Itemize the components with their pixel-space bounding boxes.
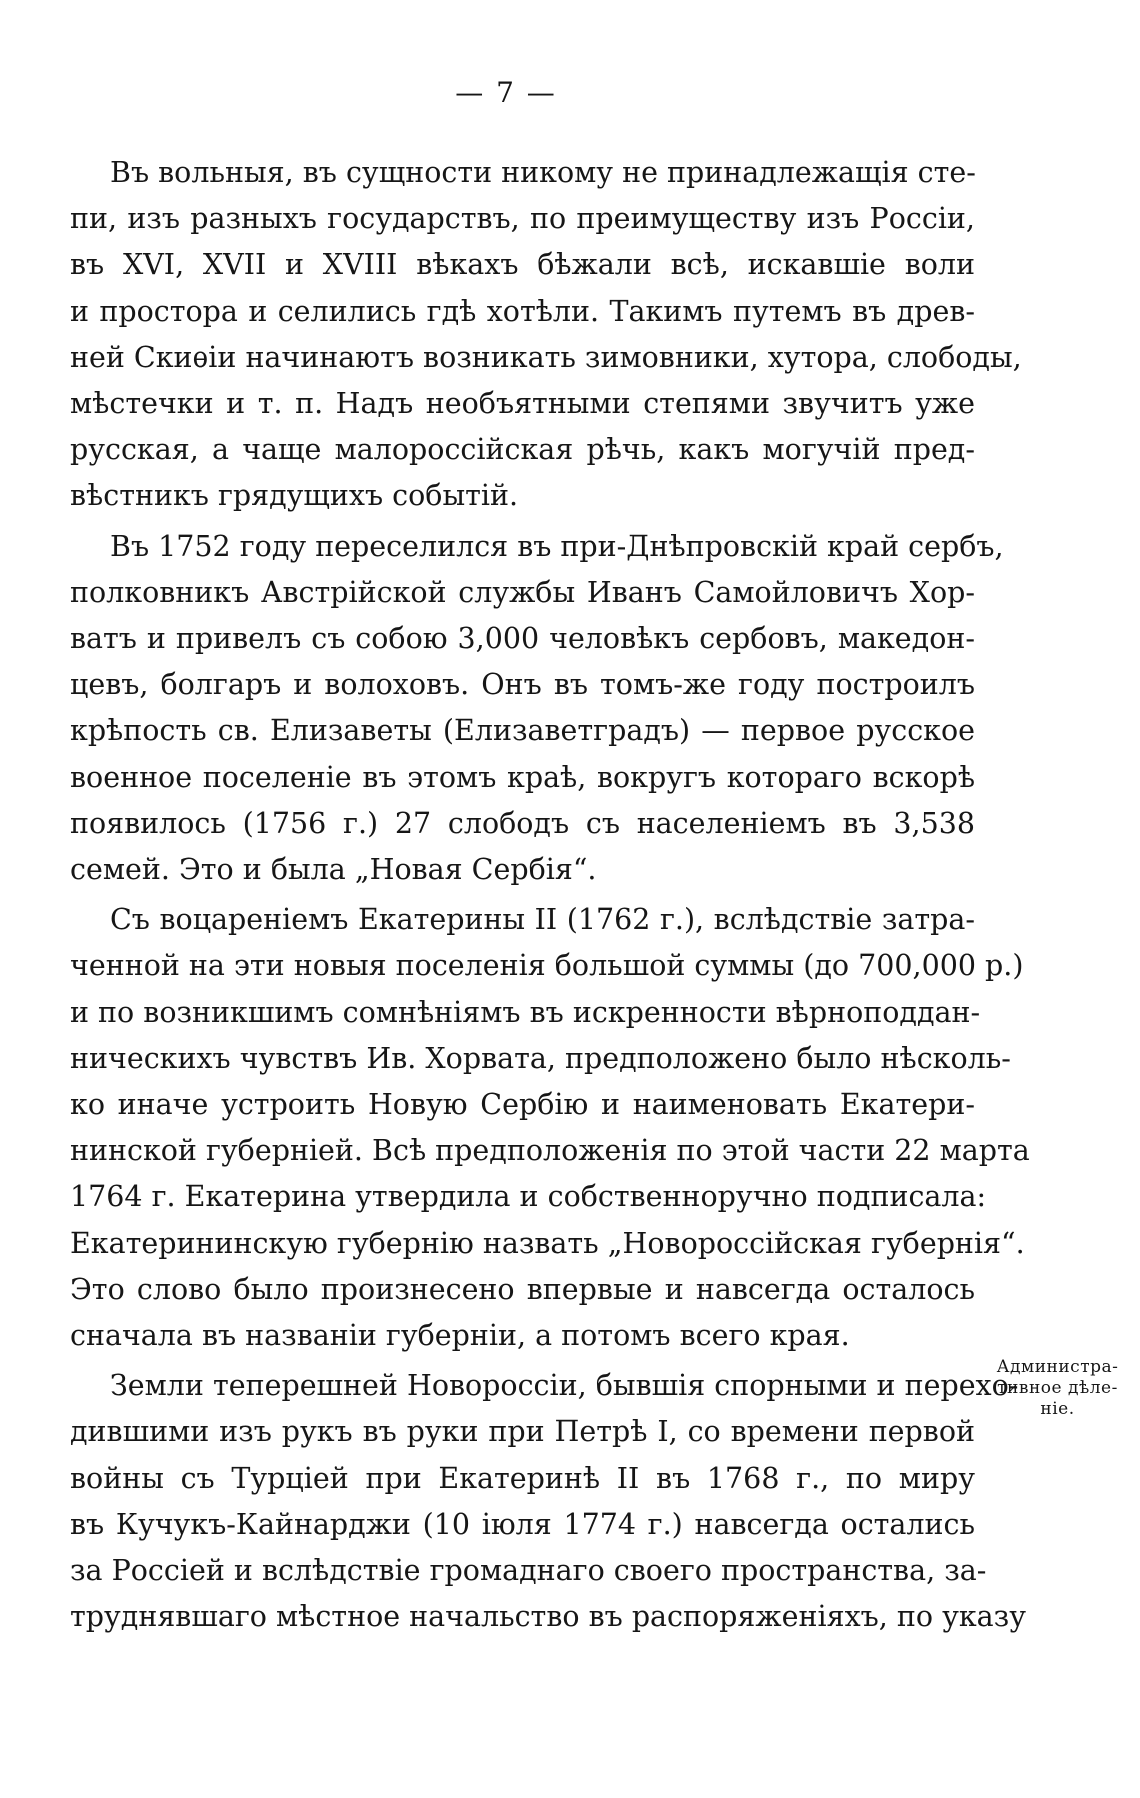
text-line: семей. Это и была „Новая Сербія“. — [70, 853, 597, 887]
text-line: русская, а чаще малороссійская рѣчь, какъ могучій пред- — [70, 433, 975, 467]
text-line: въ Кучукъ-Кайнарджи (10 іюля 1774 г.) навсегда остались — [70, 1507, 975, 1541]
page-number: — 7 — — [455, 76, 557, 109]
text-line: нинской губерніей. Всѣ предположенія по этой части 22 марта — [70, 1134, 1030, 1168]
text-line: ническихъ чувствъ Ив. Хорвата, предположено было нѣсколь- — [70, 1041, 1011, 1075]
text-line: дившими изъ рукъ въ руки при Петрѣ I, со времени первой — [70, 1415, 975, 1449]
text-line: за Россіей и вслѣдствіе громаднаго своего пространства, за- — [70, 1554, 987, 1588]
text-line: Въ 1752 году переселился въ при-Днѣпровскій край сербъ, — [110, 529, 1004, 563]
text-line: ченной на эти новыя поселенія большой суммы (до 700,000 р.) — [70, 949, 1024, 983]
text-line: 1764 г. Екатерина утвердила и собственноручно подписала: — [70, 1180, 987, 1214]
text-line: мѣстечки и т. п. Надъ необъятными степями звучитъ уже — [70, 387, 975, 421]
margin-note-line: ніе. — [1040, 1399, 1075, 1419]
text-line: Екатерининскую губернію назвать „Новороссійская губернія“. — [70, 1226, 1025, 1260]
text-line: ватъ и привелъ съ собою 3,000 человѣкъ сербовъ, македон- — [70, 622, 975, 656]
text-line: труднявшаго мѣстное начальство въ распоряженіяхъ, по указу — [70, 1600, 1026, 1634]
body-text — [70, 150, 1030, 1645]
text-line: пи, изъ разныхъ государствъ, по преимуществу изъ Россіи, — [70, 202, 975, 236]
text-line: полковникъ Австрійской службы Иванъ Самойловичъ Хор- — [70, 575, 975, 609]
text-line: крѣпость св. Елизаветы (Елизаветградъ) — первое русское — [70, 714, 975, 748]
text-line: вѣстникъ грядущихъ событій. — [70, 479, 519, 513]
text-line: цевъ, болгаръ и волоховъ. Онъ въ томъ-же году построилъ — [70, 668, 975, 702]
margin-note — [990, 1357, 1125, 1420]
text-line: Это слово было произнесено впервые и навсегда осталось — [70, 1272, 975, 1306]
paragraph-3 — [70, 897, 1030, 1359]
text-line: ней Скиѳіи начинаютъ возникать зимовники, хутора, слободы, — [70, 340, 1022, 374]
margin-note-line: тивное дѣле- — [997, 1378, 1118, 1398]
text-line: военное поселеніе въ этомъ краѣ, вокругъ котораго вскорѣ — [70, 760, 975, 794]
text-line: ко иначе устроить Новую Сербію и наименовать Екатери- — [70, 1088, 975, 1122]
text-line: и по возникшимъ сомнѣніямъ въ искренности вѣрноподдан- — [70, 995, 981, 1029]
text-line: сначала въ названіи губерніи, а потомъ всего края. — [70, 1319, 850, 1353]
text-line: Въ вольныя, въ сущности никому не принадлежащія сте- — [110, 156, 976, 189]
margin-note-line: Администра- — [996, 1357, 1119, 1377]
text-line: и простора и селились гдѣ хотѣли. Такимъ путемъ въ древ- — [70, 294, 975, 328]
paragraph-2 — [70, 524, 1004, 894]
text-line: Земли теперешней Новороссіи, бывшія спорными и перехо- — [110, 1369, 1019, 1403]
text-line: въ XVI, XVII и XVIII вѣкахъ бѣжали всѣ, искавшіе воли — [70, 248, 975, 282]
text-line: Съ воцареніемъ Екатерины II (1762 г.), вслѣдствіе затра- — [110, 903, 975, 937]
text-line: войны съ Турціей при Екатеринѣ II въ 1768 г., по миру — [70, 1461, 975, 1495]
text-line: появилось (1756 г.) 27 слободъ съ населеніемъ въ 3,538 — [70, 806, 975, 840]
paragraph-4 — [70, 1363, 1026, 1640]
paragraph-1 — [70, 150, 1022, 520]
